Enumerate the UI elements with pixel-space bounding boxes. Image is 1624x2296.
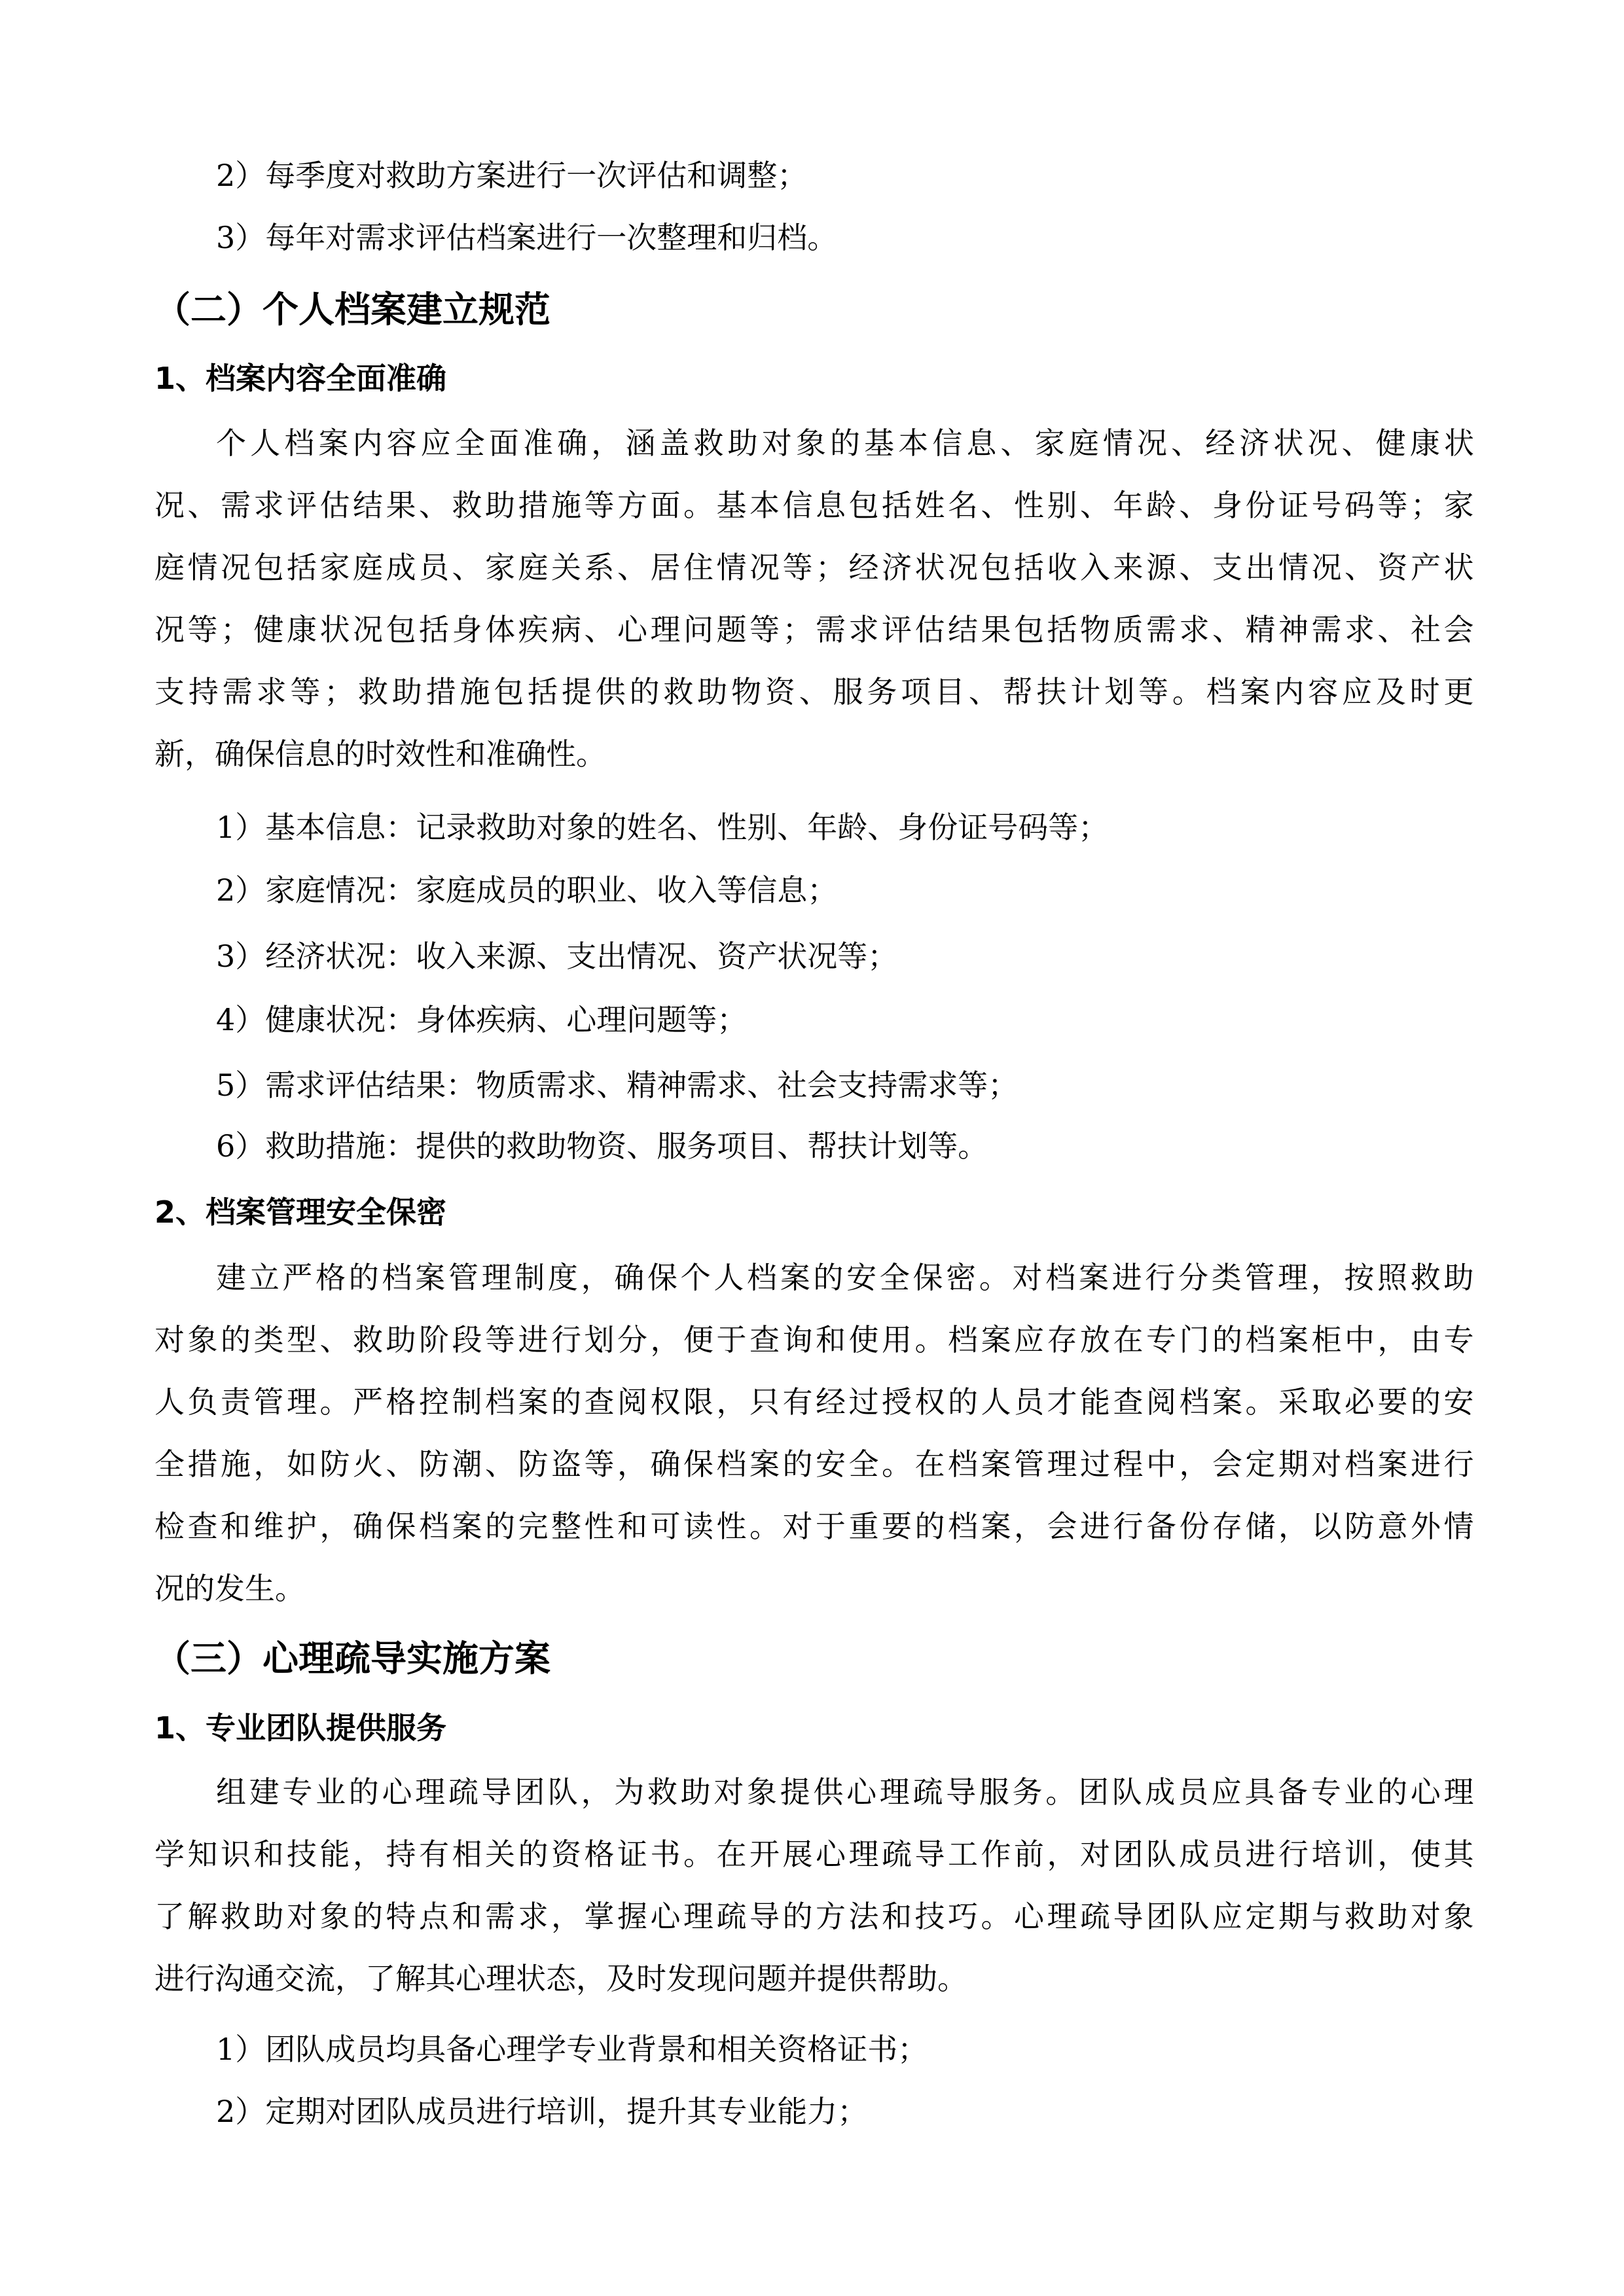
list-item: 5）需求评估结果：物质需求、精神需求、社会支持需求等； [216, 1067, 1019, 1103]
paragraph-line: 支 持 需 求 等 ； 救 助 措 施 包 括 提 供 的 救 助 物 资 、 服 务 项 目 、 帮 扶 计 划 等 。 档 案 内 容 应 及 时 更 [154, 674, 1474, 709]
section-heading: （三）心理疏导实施方案 [154, 1638, 551, 1679]
section-heading: （二）个人档案建立规范 [154, 289, 551, 331]
paragraph-line: 新，确保信息的时效性和准确性。 [154, 736, 606, 772]
paragraph-line: 组 建 专 业 的 心 理 疏 导 团 队 ， 为 救 助 对 象 提 供 心 理 疏 导 服 务 。 团 队 成 员 应 具 备 专 业 的 心 理 [216, 1774, 1474, 1810]
list-item: 3）经济状况：收入来源、支出情况、资产状况等； [216, 939, 898, 974]
paragraph-line: 况的发生。 [154, 1571, 305, 1606]
list-item: 2）每季度对救助方案进行一次评估和调整； [216, 158, 808, 193]
paragraph-line: 况 、 需 求 评 估 结 果 、 救 助 措 施 等 方 面 。 基 本 信 息 包 括 姓 名 、 性 别 、 年 龄 、 身 份 证 号 码 等 ； 家 [154, 488, 1474, 523]
paragraph-line: 了 解 救 助 对 象 的 特 点 和 需 求 ， 掌 握 心 理 疏 导 的 方 法 和 技 巧 。 心 理 疏 导 团 队 应 定 期 与 救 助 对 象 [154, 1899, 1474, 1934]
paragraph-line: 人 负 责 管 理 。 严 格 控 制 档 案 的 查 阅 权 限 ， 只 有 经 过 授 权 的 人 员 才 能 查 阅 档 案 。 采 取 必 要 的 安 [154, 1384, 1474, 1420]
subsection-heading: 2、档案管理安全保密 [154, 1194, 447, 1230]
paragraph-line: 建 立 严 格 的 档 案 管 理 制 度 ， 确 保 个 人 档 案 的 安 全 保 密 。 对 档 案 进 行 分 类 管 理 ， 按 照 救 助 [216, 1260, 1474, 1295]
list-item: 2）家庭情况：家庭成员的职业、收入等信息； [216, 872, 838, 908]
paragraph-line: 庭 情 况 包 括 家 庭 成 员 、 家 庭 关 系 、 居 住 情 况 等 ； 经 济 状 况 包 括 收 入 来 源 、 支 出 情 况 、 资 产 状 [154, 550, 1474, 585]
paragraph-line: 况 等 ； 健 康 状 况 包 括 身 体 疾 病 、 心 理 问 题 等 ； 需 求 评 估 结 果 包 括 物 质 需 求 、 精 神 需 求 、 社 会 [154, 612, 1474, 647]
paragraph-line: 对 象 的 类 型 、 救 助 阶 段 等 进 行 划 分 ， 便 于 查 询 和 使 用 。 档 案 应 存 放 在 专 门 的 档 案 柜 中 ， 由 专 [154, 1322, 1474, 1357]
list-item: 2）定期对团队成员进行培训，提升其专业能力； [216, 2094, 868, 2129]
list-item: 3）每年对需求评估档案进行一次整理和归档。 [216, 220, 838, 255]
paragraph-line: 学 知 识 和 技 能 ， 持 有 相 关 的 资 格 证 书 。 在 开 展 心 理 疏 导 工 作 前 ， 对 团 队 成 员 进 行 培 训 ， 使 其 [154, 1837, 1474, 1872]
list-item: 1）团队成员均具备心理学专业背景和相关资格证书； [216, 2032, 928, 2067]
paragraph-line: 个 人 档 案 内 容 应 全 面 准 确 ， 涵 盖 救 助 对 象 的 基 本 信 息 、 家 庭 情 况 、 经 济 状 况 、 健 康 状 [216, 425, 1474, 461]
list-item: 6）救助措施：提供的救助物资、服务项目、帮扶计划等。 [216, 1128, 988, 1164]
subsection-heading: 1、专业团队提供服务 [154, 1710, 447, 1746]
paragraph-line: 全 措 施 ， 如 防 火 、 防 潮 、 防 盗 等 ， 确 保 档 案 的 安 全 。 在 档 案 管 理 过 程 中 ， 会 定 期 对 档 案 进 行 [154, 1446, 1474, 1482]
list-item: 1）基本信息：记录救助对象的姓名、性别、年龄、身份证号码等； [216, 810, 1109, 845]
paragraph-line: 进行沟通交流，了解其心理状态，及时发现问题并提供帮助。 [154, 1961, 967, 1996]
list-item: 4）健康状况：身体疾病、心理问题等； [216, 1002, 748, 1037]
subsection-heading: 1、档案内容全面准确 [154, 361, 447, 396]
paragraph-line: 检 查 和 维 护 ， 确 保 档 案 的 完 整 性 和 可 读 性 。 对 于 重 要 的 档 案 ， 会 进 行 备 份 存 储 ， 以 防 意 外 情 [154, 1509, 1474, 1544]
